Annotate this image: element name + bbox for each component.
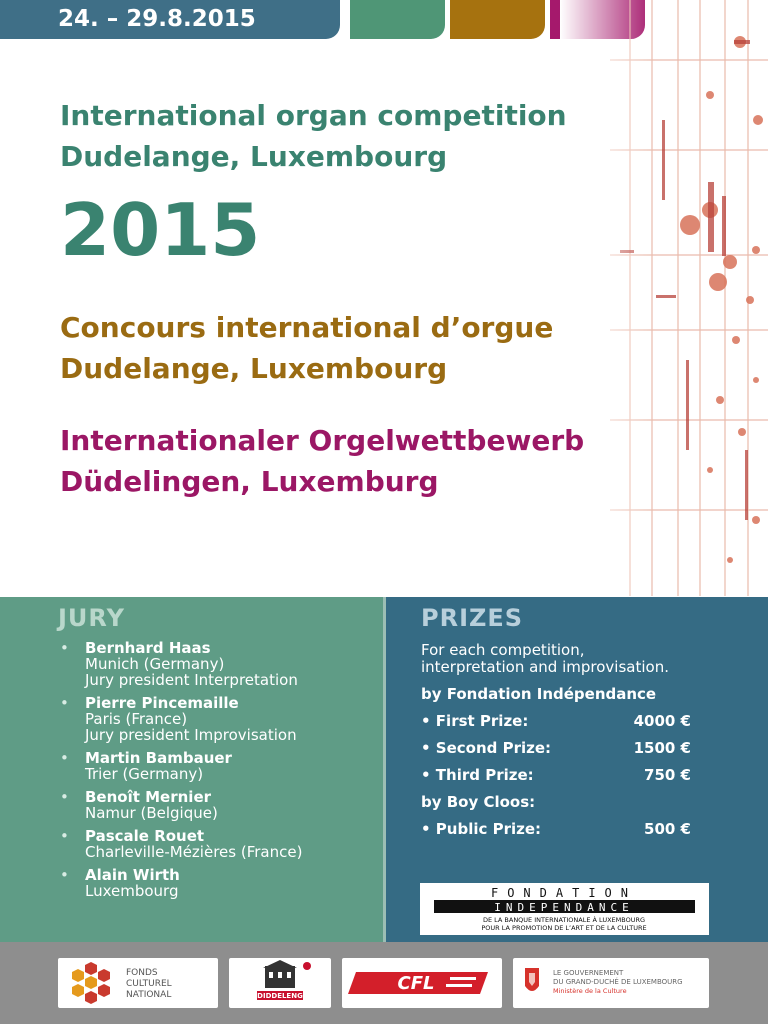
- fondation-line4: POUR LA PROMOTION DE L’ART ET DE LA CULTURE: [481, 924, 647, 932]
- fondation-independance-logo: [420, 883, 709, 935]
- gov-line3: Ministère de la Culture: [553, 987, 627, 995]
- title-french: [60, 307, 553, 389]
- jury-member: [60, 789, 375, 821]
- fonds-line1: FONDS: [126, 968, 158, 978]
- jury-member-city: Trier (Germany): [85, 765, 204, 783]
- band-ochre: [450, 0, 545, 39]
- jury-member-city: Munich (Germany): [85, 655, 225, 673]
- prize-sponsor-fondation: by Fondation Indépendance: [421, 685, 657, 703]
- jury-member: [60, 867, 375, 899]
- jury-member-name: Alain Wirth: [85, 866, 180, 884]
- date-range: 24. – 29.8.2015: [0, 0, 340, 39]
- prize-first-value: 4000 €: [633, 712, 691, 730]
- jury-member-city: Charleville-Mézières (France): [85, 843, 303, 861]
- jury-list: [60, 640, 375, 906]
- title-english: [60, 95, 567, 177]
- cfl-text: CFL: [397, 973, 435, 994]
- organ-score-artwork: [560, 0, 768, 596]
- prize-third-value: 750 €: [644, 766, 691, 784]
- title-german-line1: Internationaler Orgelwettbewerb: [60, 424, 585, 457]
- jury-member-name: Bernhard Haas: [85, 639, 211, 657]
- jury-member: [60, 695, 375, 743]
- dudelange-text: DIDDELENG: [257, 992, 303, 1000]
- bullet-icon: •: [60, 788, 69, 806]
- title-french-line1: Concours international d’orgue: [60, 311, 554, 344]
- prize-first-label: • First Prize:: [421, 712, 529, 730]
- prize-third-label: • Third Prize:: [421, 766, 534, 784]
- jury-member-name: Pascale Rouet: [85, 827, 205, 845]
- prizes-intro-line1: For each competition,: [421, 641, 585, 659]
- jury-heading: JURY: [58, 604, 125, 632]
- year-heading: 2015: [60, 188, 261, 272]
- bullet-icon: •: [60, 866, 69, 884]
- jury-member: [60, 640, 375, 688]
- fondation-line2: INDEPENDANCE: [494, 901, 634, 914]
- prize-public-label: • Public Prize:: [421, 820, 542, 838]
- fonds-line3: NATIONAL: [126, 990, 172, 1000]
- fonds-culturel-national-logo: [58, 958, 218, 1008]
- prize-sponsor-cloos: by Boy Cloos:: [421, 793, 536, 811]
- title-german-line2: Düdelingen, Luxemburg: [60, 465, 439, 498]
- jury-member-name: Benoît Mernier: [85, 788, 212, 806]
- jury-member-role: Jury president Improvisation: [85, 726, 297, 744]
- prizes-intro: [421, 642, 751, 676]
- jury-member-city: Namur (Belgique): [85, 804, 218, 822]
- title-french-line2: Dudelange, Luxembourg: [60, 352, 448, 385]
- bullet-icon: •: [60, 749, 69, 767]
- bullet-icon: •: [60, 694, 69, 712]
- prize-second-label: • Second Prize:: [421, 739, 552, 757]
- fondation-line1: FONDATION: [490, 886, 638, 900]
- title-english-line1: International organ competition: [60, 99, 567, 132]
- gov-line1: LE GOUVERNEMENT: [553, 969, 624, 977]
- jury-member: [60, 750, 375, 782]
- prizes-intro-line2: interpretation and improvisation.: [421, 658, 669, 676]
- fondation-line3: DE LA BANQUE INTERNATIONALE À LUXEMBOURG: [482, 916, 646, 924]
- jury-member: [60, 828, 375, 860]
- prize-public-value: 500 €: [644, 820, 691, 838]
- gov-line2: DU GRAND-DUCHÉ DE LUXEMBOURG: [553, 978, 683, 986]
- fonds-line2: CULTUREL: [126, 979, 172, 989]
- band-green: [350, 0, 445, 39]
- bullet-icon: •: [60, 639, 69, 657]
- cfl-logo: [342, 958, 502, 1008]
- prizes-heading: PRIZES: [421, 604, 524, 632]
- title-english-line2: Dudelange, Luxembourg: [60, 140, 448, 173]
- title-german: [60, 420, 584, 502]
- jury-member-city: Luxembourg: [85, 882, 179, 900]
- bullet-icon: •: [60, 827, 69, 845]
- dudelange-logo: [229, 958, 331, 1008]
- luxembourg-government-logo: [513, 958, 709, 1008]
- jury-member-city: Paris (France): [85, 710, 188, 728]
- jury-member-name: Pierre Pincemaille: [85, 694, 239, 712]
- prize-second-value: 1500 €: [633, 739, 691, 757]
- jury-member-name: Martin Bambauer: [85, 749, 232, 767]
- jury-member-role: Jury president Interpretation: [85, 671, 298, 689]
